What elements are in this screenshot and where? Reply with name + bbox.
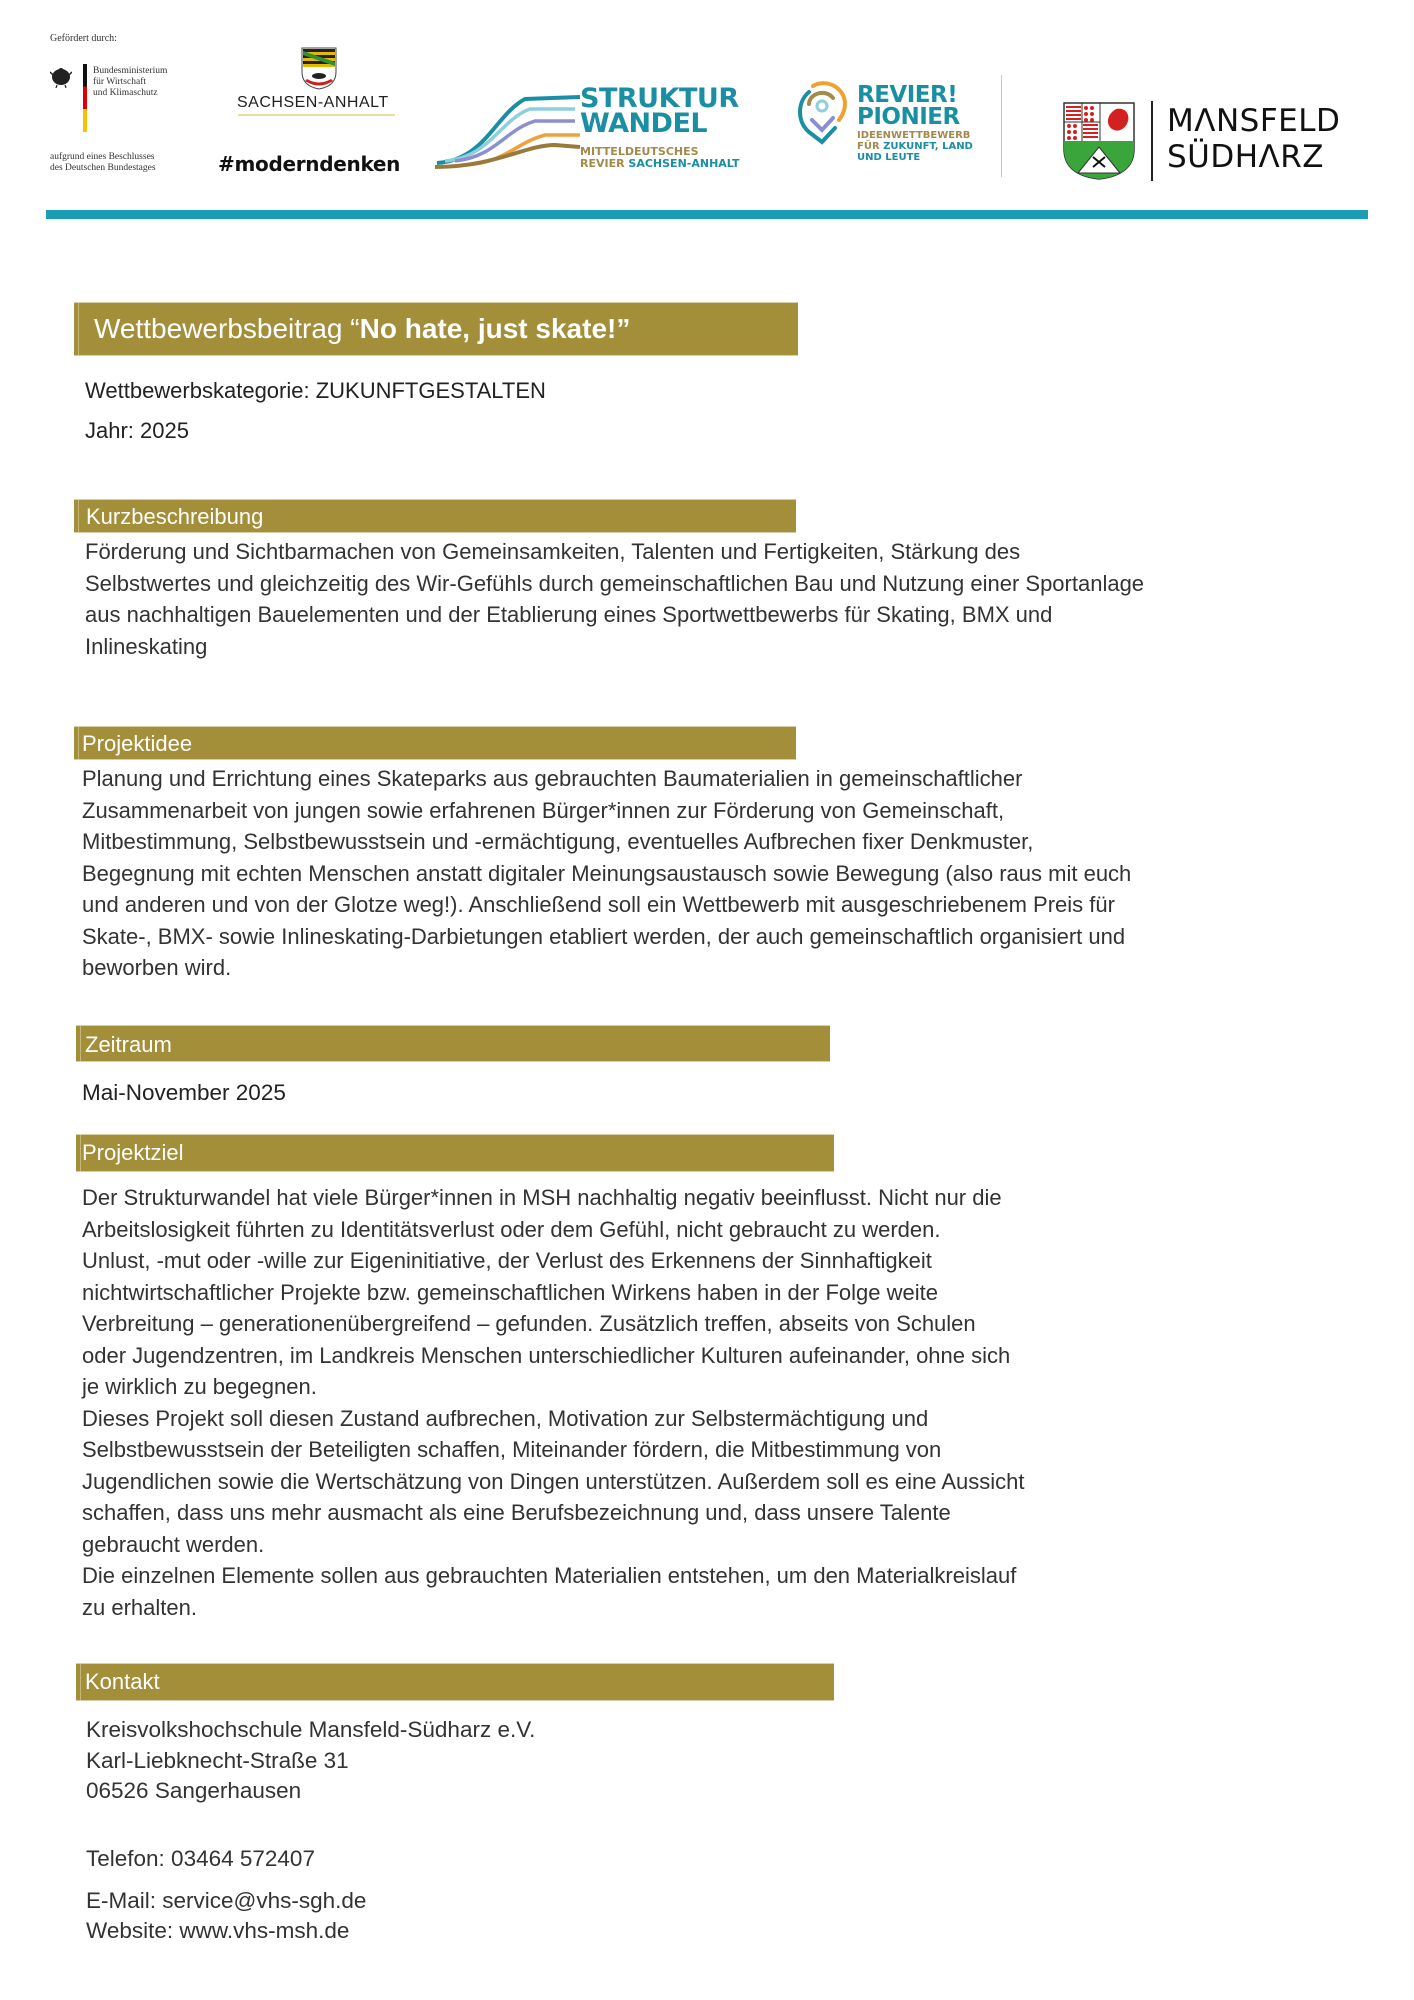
location-pin-icon — [795, 80, 850, 146]
strukturwandel-subtitle: MITTELDEUTSCHES REVIER SACHSEN-ANHALT — [580, 145, 740, 170]
section-header-zeitraum: Zeitraum — [76, 1025, 830, 1062]
projektziel-text: Der Strukturwandel hat viele Bürger*innen in MSH nachhaltig negativ beeinflusst. Nicht nur die Arbeitslosigkeit führten zu Identitätsverlust oder dem Gefühl, nicht gebraucht zu werden. Unlust, -mut oder -wille zur Eigeninitiative, der Verlust des Erkennens der Sinnhaftigkeit nichtwirtschaftlicher Projekte bzw. gemeinschaftlichen Wirkens haben in der Folge weite Verbreitung – generationenübergreifend – gefunden. Zusätzlich treffen, abseits von Schulen oder Jugendzentren, im Landkreis Menschen unterschiedlicher Kulturen aufeinander, ohne sich je wirklich zu begegnen. Dieses Projekt soll diesen Zustand aufbrechen, Motivation zur Selbstermächtigung und Selbstbewusstsein der Beteiligten schaffen, Miteinander fördern, die Mitbestimmung von Jugendlichen sowie die Wertschätzung von Dingen unterstützen. Außerdem soll es eine Aussicht schaffen, dass uns mehr ausmacht als eine Berufsbezeichnung und, dass unsere Talente gebraucht werden. Die einzelnen Elemente sollen aus gebrauchten Materialien entstehen, um den Materialkreislauf zu erhalten. — [82, 1185, 1025, 1620]
strukturwandel-title: STRUKTUR WANDEL — [580, 83, 739, 139]
contact-website-link[interactable]: www.vhs-msh.de — [179, 1918, 350, 1943]
bmwk-name: Bundesministerium für Wirtschaft und Klimaschutz — [93, 66, 168, 98]
revier-pionier-subtitle: IDEENWETTBEWERB FÜR ZUKUNFT, LAND UND LEUTE — [857, 130, 973, 163]
entry-title-bar — [74, 302, 798, 356]
section-header-kurzbeschreibung: Kurzbeschreibung — [74, 499, 796, 533]
german-flag-stripe — [83, 64, 87, 132]
sachsen-anhalt-crest-icon — [300, 46, 338, 90]
competition-category: Wettbewerbskategorie: ZUKUNFTGESTALTEN — [85, 378, 546, 403]
federal-eagle-icon — [50, 66, 72, 88]
kurzbeschreibung-text: Förderung und Sichtbarmachen von Gemeinsamkeiten, Talenten und Fertigkeiten, Stärkung des Selbstwertes und gleichzeitig des Wir-Gefühls durch gemeinschaftlichen Bau und Nutzung einer Sportanlage aus nachhaltigen Bauelementen und der Etablierung eines Sportwettbewerbs für Skating, BMX und Inlineskating — [85, 539, 1145, 659]
contact-organization: Kreisvolkshochschule Mansfeld-Südharz e.V. — [86, 1717, 536, 1742]
section-header-projektidee: Projektidee — [74, 726, 796, 760]
projektidee-text: Planung und Errichtung eines Skateparks aus gebrauchten Baumaterialien in gemeinschaftlicher Zusammenarbeit von jungen sowie erfahrenen Bürger*innen zur Förderung von Gemeinschaft, Mitbestimmung, Selbstbewusstsein und -ermächtigung, eventuelles Aufbrechen fixer Denkmuster, Begegnung mit echten Menschen anstatt digitaler Meinungsaustausch sowie Bewegung (also raus mit euch und anderen und von der Glotze weg!). Anschließend soll ein Wettbewerb mit ausgeschriebenem Preis für Skate-, BMX- sowie Inlineskating-Darbietungen etabliert werden, der auch gemeinschaftlich organisiert und beworben wird. — [82, 766, 1132, 980]
sachsen-anhalt-name: SACHSEN-ANHALT — [237, 94, 389, 111]
bmwk-logo — [50, 60, 200, 130]
contact-email-row: E-Mail: service@vhs-sgh.de — [86, 1888, 367, 1913]
entry-title: Wettbewerbsbeitrag “No hate, just skate!” — [94, 313, 631, 344]
section-header-kontakt: Kontakt — [76, 1663, 834, 1701]
logo-divider — [1001, 75, 1002, 177]
competition-year: Jahr: 2025 — [85, 418, 189, 443]
moderndenken-hashtag: #moderndenken — [218, 152, 401, 176]
bundestag-note: aufgrund eines Beschlusses des Deutschen Bundestages — [50, 152, 156, 173]
section-header-projektziel: Projektziel — [76, 1134, 834, 1172]
contact-website-row: Website: www.vhs-msh.de — [86, 1918, 350, 1943]
mansfeld-suedharz-crest-icon — [1062, 101, 1136, 181]
revier-pionier-title: REVIER! PIONIER — [857, 82, 960, 130]
contact-email-link[interactable]: service@vhs-sgh.de — [162, 1888, 367, 1913]
sachsen-anhalt-underline — [238, 114, 395, 116]
contact-phone: Telefon: 03464 572407 — [86, 1846, 315, 1871]
district-divider — [1151, 101, 1153, 181]
mansfeld-suedharz-name: MΛNSFELD SÜDHΛRZ — [1167, 103, 1341, 175]
contact-city: 06526 Sangerhausen — [86, 1778, 302, 1803]
header-divider-rule — [46, 210, 1368, 219]
strukturwandel-waves-icon — [435, 85, 580, 170]
zeitraum-value: Mai-November 2025 — [82, 1080, 286, 1105]
contact-street: Karl-Liebknecht-Straße 31 — [86, 1748, 349, 1773]
funded-by-label: Gefördert durch: — [50, 33, 117, 44]
